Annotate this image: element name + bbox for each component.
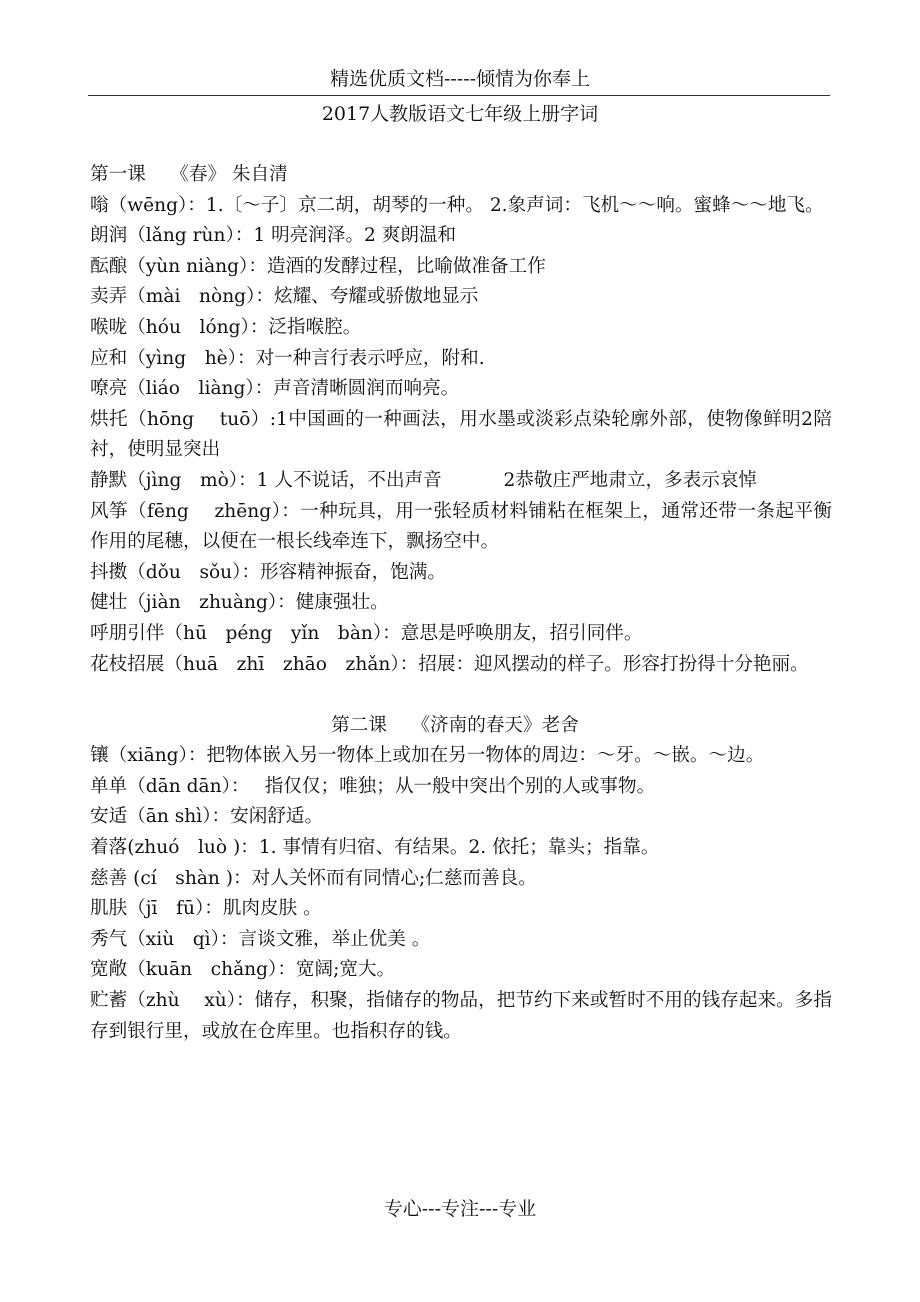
vocab-entry: 卖弄（mài nòng）：炫耀、夸耀或骄傲地显示 [90,286,479,308]
lesson-section-1 [90,160,832,680]
lesson-title: 第一课 《春》 朱自清 [90,164,288,185]
vocab-entry: 朗润（lǎng rùn）：1 明亮润泽。2 爽朗温和 [90,225,457,247]
vocab-entry: 镶（xiāng）：把物体嵌入另一物体上或加在另一物体的周边：～牙。～嵌。～边。 [90,745,765,767]
vocab-entry: 酝酿（yùn niàng）：造酒的发酵过程，比喻做准备工作 [90,255,546,277]
lesson-section-2 [90,711,832,1048]
vocab-entry: 贮蓄（zhù xù）：储存，积聚，指储存的物品，把节约下来或暂时不用的钱存起来。多指存到银行里，或放在仓库里。也指积存的钱。 [90,990,832,1042]
vocab-entry: 嗡（wēng）：1.〔～子〕京二胡，胡琴的一种。 2.象声词：飞机～～响。蜜蜂～～地飞。 [90,194,824,216]
section-spacer [90,680,832,711]
vocab-entry: 风筝（fēng zhēng）：一种玩具，用一张轻质材料铺粘在框架上，通常还带一条起平衡作用的尾穗，以便在一根长线牵连下，飘扬空中。 [90,500,832,553]
vocab-entry: 应和（yìng hè）：对一种言行表示呼应，附和. [90,347,485,369]
lesson-title: 第二课 《济南的春天》老舍 [331,714,579,736]
vocab-entry: 慈善 (cí shàn )：对人关怀而有同情心;仁慈而善良。 [90,867,537,889]
vocab-entry: 抖擞（dǒu sǒu）：形容精神振奋，饱满。 [90,561,446,583]
vocab-entry: 喉咙（hóu lóng）：泛指喉腔。 [90,316,362,338]
document-body [90,160,832,1047]
vocab-entry: 单单（dān dān）： 指仅仅；唯独；从一般中突出个别的人或事物。 [90,775,656,797]
vocab-entry: 嘹亮（liáo liàng）：声音清晰圆润而响亮。 [90,378,460,400]
vocab-entry: 烘托（hōng tuō）:1中国画的一种画法，用水墨或淡彩点染轮廓外部，使物像鲜明2陪衬，使明显突出 [90,408,832,461]
vocab-entry: 呼朋引伴（hū péng yǐn bàn）：意思是呼唤朋友，招引同伴。 [90,622,643,644]
page-footer: 专心---专注---专业 [383,1198,537,1220]
vocab-entry: 安适（ān shì）：安闲舒适。 [90,806,324,828]
header-divider [88,95,830,96]
vocab-entry: 着落(zhuó luò )：1. 事情有归宿、有结果。2. 依托；靠头；指靠。 [90,837,660,859]
document-title: 2017人教版语文七年级上册字词 [321,103,599,125]
vocab-entry: 肌肤（jī fū）：肌肉皮肤 。 [90,898,322,920]
vocab-entry: 花枝招展（huā zhī zhāo zhǎn）：招展：迎风摆动的样子。形容打扮得十分艳丽。 [90,653,809,675]
vocab-entry: 宽敞（kuān chǎng）：宽阔;宽大。 [90,959,396,981]
page-header: 精选优质文档-----倾情为你奉上 [329,68,591,90]
vocab-entry: 秀气（xiù qì）：言谈文雅，举止优美 。 [90,928,431,950]
vocab-entry: 静默（jìng mò）：1 人不说话，不出声音 2恭敬庄严地肃立，多表示哀悼 [90,469,758,491]
vocab-entry: 健壮（jiàn zhuàng）：健康强壮。 [90,592,389,614]
